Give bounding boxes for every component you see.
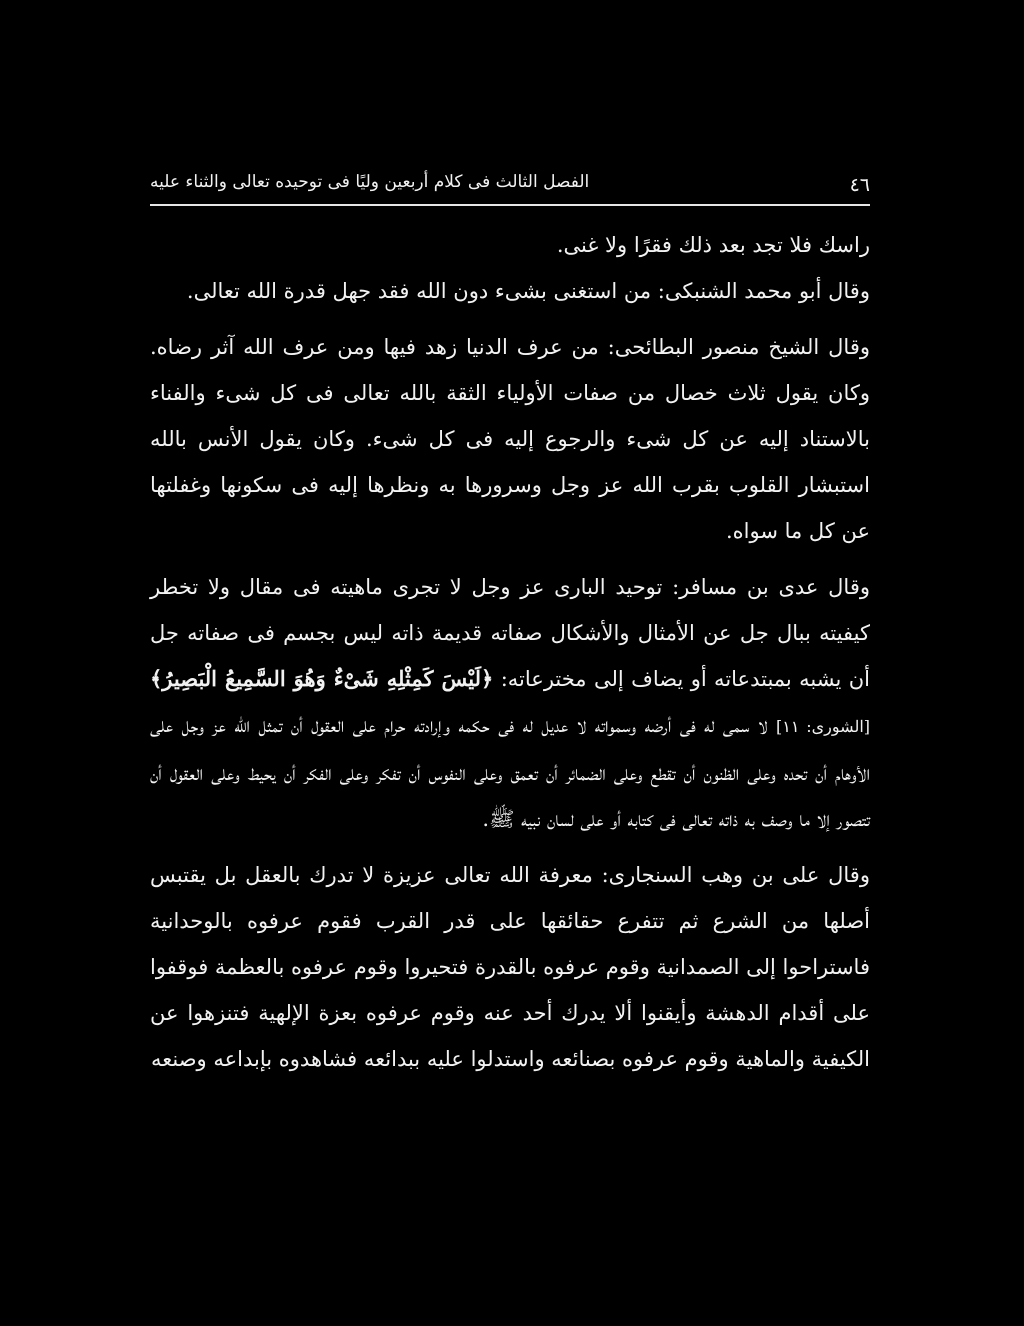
paragraph-adi-text: وقال عدى بن مسافر: توحيد البارى عز وجل لا تجرى ماهيته فى مقال ولا تخطر كيفيته ببال جل عن الأمثال والأشكال صفاته قديمة ذاته ليس بجسم فى صفاته جل أن يشبه بمبتدعاته أو يضاف إلى مخترعاته: bbox=[150, 575, 870, 691]
body-text bbox=[150, 222, 870, 1082]
quran-quote: ﴿لَيْسَ كَمِثْلِهِ شَىْءٌ وَهُوَ السَّمِيعُ الْبَصِيرُ﴾ bbox=[150, 666, 494, 691]
paragraph-adi-continuation: لا سمى له فى أرضه وسمواته لا عديل له فى حكمه وإرادته حرام على العقول أن تمثل الله عز وجل على الأوهام أن تحده وعلى الظنون أن تقطع وعلى الضمائر أن تعمق وعلى النفوس أن تفكر وعلى الفكر أن يحيط وعلى العقول أن تتصور إلا ما وصف به ذاته تعالى فى كتابه أو على لسان نبيه ﷺ. bbox=[150, 713, 870, 831]
page-number: ٤٦ bbox=[849, 174, 870, 196]
paragraph-continuation: راسك فلا تجد بعد ذلك فقرًا ولا غنى. bbox=[556, 233, 870, 257]
quran-reference: [الشورى: ١١] bbox=[775, 717, 870, 736]
paragraph-sinjari: وقال على بن وهب السنجارى: معرفة الله تعالى عزيزة لا تدرك بالعقل بل يقتبس أصلها من الشرع ثم تتفرع حقائقها على قدر القرب فقوم عرفوه بالوحدانية فاستراحوا إلى الصمدانية وقوم عرفوه بالقدرة فتحيروا وقوم عرفوه بالعظمة فوقفوا على أقدام الدهشة وأيقنوا ألا يدرك أحد عنه وقوم عرفوه بعزة الإلهية فتنزهوا عن الكيفية والماهية وقوم عرفوه بصنائعه واستدلوا عليه ببدائعه فشاهدوه بإبداعه وصنعه bbox=[150, 863, 870, 1071]
header-rule bbox=[150, 204, 870, 206]
paragraph-shanbaki: وقال أبو محمد الشنبكى: من استغنى بشىء دون الله فقد جهل قدرة الله تعالى. bbox=[186, 279, 870, 303]
paragraph-bataihi: وقال الشيخ منصور البطائحى: من عرف الدنيا زهد فيها ومن عرف الله آثر رضاه. وكان يقول ثلاث خصال من صفات الأولياء الثقة بالله تعالى فى كل شىء والفناء بالاستناد إليه عن كل شىء والرجوع إليه فى كل شىء. وكان يقول الأنس بالله استبشار القلوب بقرب الله عز وجل وسرورها به ونظرها إليه فى سكونها وغفلتها عن كل ما سواه. bbox=[150, 335, 870, 543]
page-header bbox=[150, 168, 870, 198]
paragraph-adi-bin-musafir bbox=[150, 564, 870, 842]
running-title: الفصل الثالث فى كلام أربعين وليًا فى توحيده تعالى والثناء عليه bbox=[150, 172, 590, 192]
